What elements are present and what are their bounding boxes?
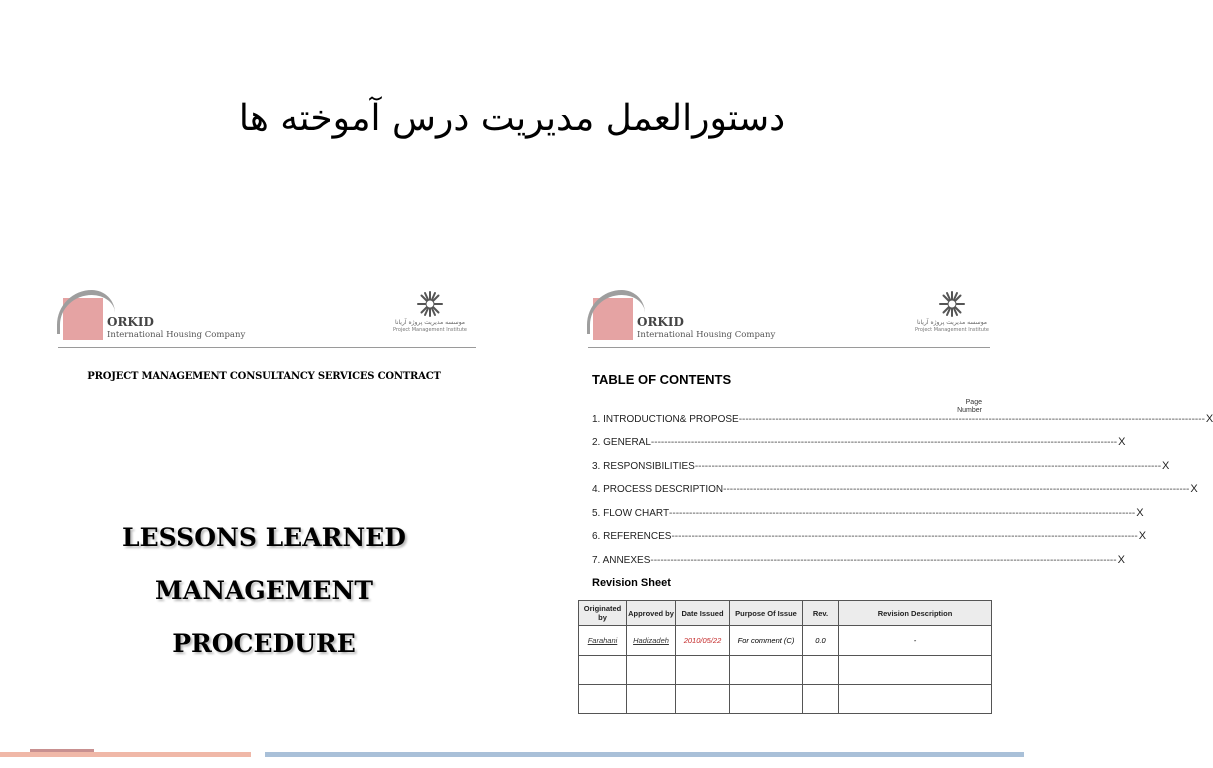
table-header-cell: Date Issued (676, 601, 730, 626)
toc-item (592, 483, 1198, 495)
institute-name-fa: موسسه مدیریت پروژه آریانا (394, 319, 466, 326)
toc-item-page: X (1117, 554, 1125, 566)
toc-item-label: 4. PROCESS DESCRIPTION (592, 484, 724, 495)
table-cell (676, 685, 730, 714)
table-cell: For comment (C) (730, 626, 803, 656)
institute-name-en: Project Management Institute (393, 327, 467, 333)
table-row (579, 656, 992, 685)
table-cell (839, 685, 992, 714)
toc-item-label: 2. GENERAL (592, 437, 651, 448)
table-header-cell: Rev. (803, 601, 839, 626)
toc-item (592, 460, 1170, 472)
institute-logo (390, 289, 470, 345)
toc-item-page: X (1136, 507, 1144, 519)
table-header-cell: Revision Description (839, 601, 992, 626)
institute-name-en: Project Management Institute (915, 327, 989, 333)
table-cell (730, 685, 803, 714)
table-cell (803, 656, 839, 685)
institute-emblem-icon (415, 289, 445, 319)
toc-item-page: X (1205, 413, 1213, 425)
table-cell (579, 656, 627, 685)
toc-item-label: 1. INTRODUCTION& PROPOSE (592, 414, 739, 425)
institute-name-fa: موسسه مدیریت پروژه آریانا (916, 319, 988, 326)
toc-leader: -------------------------------------------------------------------------------------------------------------------------------------------- (723, 484, 1190, 495)
logo-subtitle: International Housing Company (637, 330, 776, 340)
toc-leader: -------------------------------------------------------------------------------------------------------------------------------------------- (738, 414, 1205, 425)
document-title-line: MANAGEMENT (155, 576, 373, 605)
toc-leader: -------------------------------------------------------------------------------------------------------------------------------------------- (650, 437, 1118, 448)
toc-item (592, 507, 1144, 519)
table-header-cell: Approved by (627, 601, 676, 626)
table-cell (579, 685, 627, 714)
footer-bar-right (265, 752, 1024, 757)
table-header-cell: Purpose Of Issue (730, 601, 803, 626)
logo-name: ORKID (107, 315, 154, 329)
toc-leader: -------------------------------------------------------------------------------------------------------------------------------------------- (650, 555, 1117, 566)
table-cell (730, 656, 803, 685)
table-cell (676, 656, 730, 685)
toc-item-page: X (1162, 460, 1170, 472)
table-cell (803, 685, 839, 714)
table-cell: - (839, 626, 992, 656)
page-number-label: Page Number (957, 399, 982, 414)
table-cell (839, 656, 992, 685)
revision-table (578, 600, 992, 714)
table-row (579, 685, 992, 714)
table-cell (627, 685, 676, 714)
table-header-cell: Originated by (579, 601, 627, 626)
toc-leader: -------------------------------------------------------------------------------------------------------------------------------------------- (669, 508, 1136, 519)
toc-leader: -------------------------------------------------------------------------------------------------------------------------------------------- (694, 461, 1162, 472)
toc-heading: TABLE OF CONTENTS (592, 372, 732, 387)
table-cell: 2010/05/22 (676, 626, 730, 656)
slide-title: دستورالعمل مدیریت درس آموخته ها (238, 98, 786, 139)
table-header-row (579, 601, 992, 626)
toc-item (592, 413, 1213, 425)
toc-page (578, 285, 1213, 717)
logo-subtitle: International Housing Company (107, 330, 246, 340)
table-cell: Farahani (579, 626, 627, 656)
toc-item (592, 530, 1147, 542)
header-rule (58, 347, 476, 348)
table-row (579, 626, 992, 656)
toc-item-label: 5. FLOW CHART (592, 508, 670, 519)
orkid-logo (51, 290, 246, 340)
table-cell: Hadizadeh (627, 626, 676, 656)
logo-name: ORKID (637, 315, 684, 329)
toc-item-page: X (1190, 483, 1198, 495)
document-title-line: LESSONS LEARNED (122, 523, 406, 552)
header-rule (588, 347, 990, 348)
toc-item (592, 554, 1125, 566)
toc-item-label: 7. ANNEXES (592, 555, 651, 566)
toc-leader: -------------------------------------------------------------------------------------------------------------------------------------------- (671, 531, 1138, 542)
footer-bar-left (0, 752, 251, 757)
revision-sheet-heading: Revision Sheet (592, 577, 671, 589)
toc-item-page: X (1138, 530, 1147, 542)
footer-bar-accent (30, 749, 94, 752)
institute-logo (912, 289, 992, 345)
contract-title: PROJECT MANAGEMENT CONSULTANCY SERVICES CONTRACT (87, 371, 441, 382)
toc-item-page: X (1118, 436, 1126, 448)
cover-page (48, 285, 480, 685)
orkid-logo (581, 290, 776, 340)
toc-item-label: 6. REFERENCES (592, 531, 672, 542)
table-cell (627, 656, 676, 685)
document-title-line: PROCEDURE (172, 629, 356, 658)
toc-item-label: 3. RESPONSIBILITIES (592, 461, 695, 472)
table-cell: 0.0 (803, 626, 839, 656)
toc-item (592, 436, 1126, 448)
institute-emblem-icon (937, 289, 967, 319)
document-title (48, 511, 480, 670)
